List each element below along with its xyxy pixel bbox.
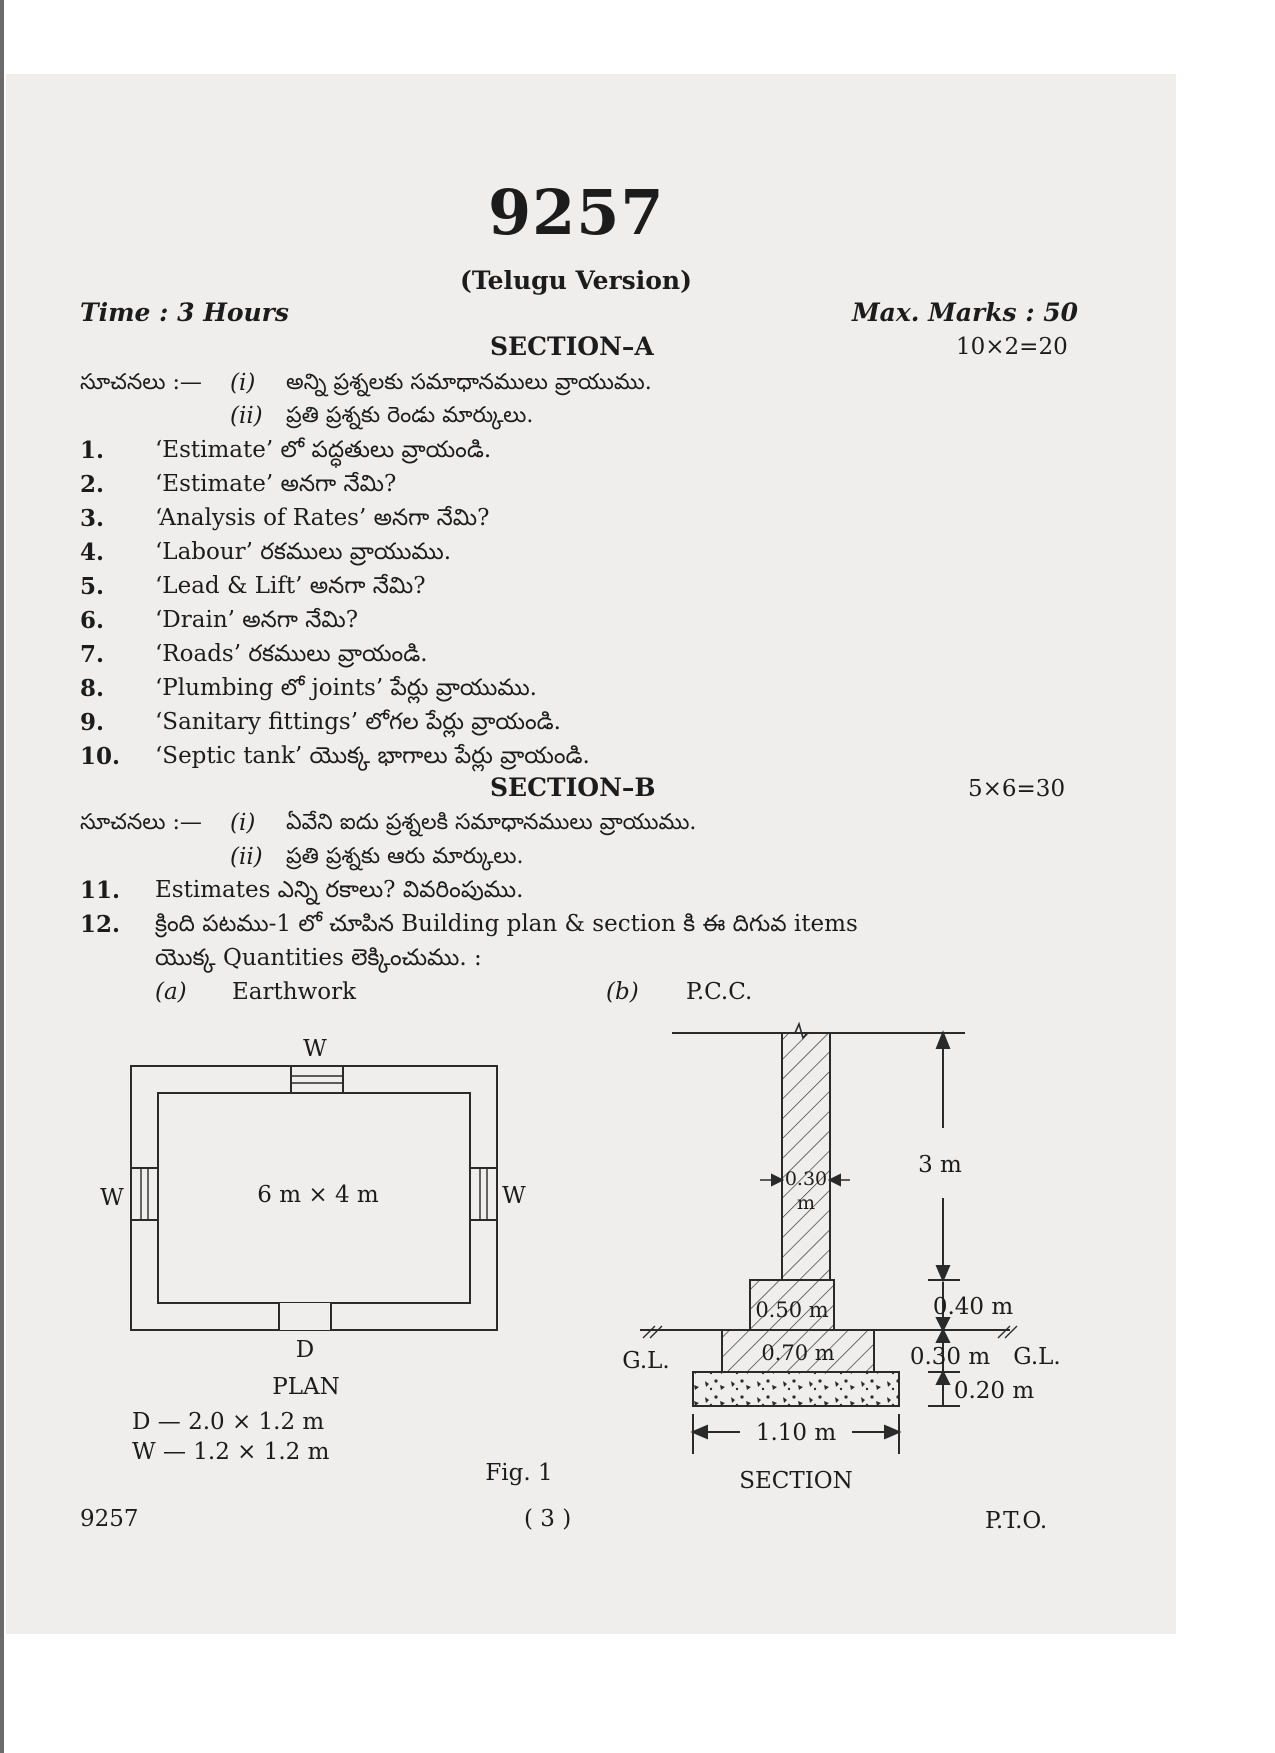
question-text: క్రింది పటము-1 లో చూపిన Building plan & section కి ఈ దిగువ items xyxy=(155,911,858,937)
section-b-instruction-num: (i) xyxy=(230,810,256,836)
question-number: 5. xyxy=(80,573,105,600)
section-a-title: SECTION–A xyxy=(490,332,654,361)
section-b-title: SECTION–B xyxy=(490,773,656,802)
page-number: ( 3 ) xyxy=(524,1506,572,1532)
question-number: 8. xyxy=(80,675,105,702)
door-opening-symbol xyxy=(279,1303,331,1330)
section-a-instruction-text: ప్రతి ప్రశ్నకు రెండు మార్కులు. xyxy=(286,403,534,428)
question-text: ‘Roads’ రకములు వ్రాయండి. xyxy=(155,641,428,667)
question-number: 1. xyxy=(80,437,105,464)
plan-right-window-label: W xyxy=(502,1183,526,1209)
paper-code: 9257 xyxy=(488,176,665,249)
section-a-instruction-text: అన్ని ప్రశ్నలకు సమాధానములు వ్రాయుము. xyxy=(286,370,652,395)
plan-room-size: 6 m × 4 m xyxy=(257,1182,379,1208)
section-b-instruction-label: సూచనలు :— xyxy=(80,810,202,835)
question-text: యొక్క Quantities లెక్కించుము. : xyxy=(155,945,482,971)
sub-item-text: Earthwork xyxy=(232,979,357,1005)
sub-item-label: (a) xyxy=(155,979,187,1005)
max-marks-label: Max. Marks : 50 xyxy=(852,298,1079,327)
section-footing-2-height: 0.30 m xyxy=(909,1344,991,1370)
plan-top-window-label: W xyxy=(303,1036,327,1062)
top-window-symbol xyxy=(291,1066,343,1093)
section-b-instruction-num: (ii) xyxy=(230,844,263,870)
section-b-instruction-text: ఏవేని ఐదు ప్రశ్నలకి సమాధానములు వ్రాయుము. xyxy=(286,810,697,835)
plan-legend-door: D — 2.0 × 1.2 m xyxy=(132,1409,325,1435)
section-ground-label-right: G.L. xyxy=(1013,1344,1061,1370)
left-window-symbol xyxy=(131,1168,158,1220)
sub-item-label: (b) xyxy=(606,979,639,1005)
section-pcc-height: 0.20 m xyxy=(953,1378,1035,1404)
section-b-marks: 5×6=30 xyxy=(968,776,1066,802)
time-label: Time : 3 Hours xyxy=(80,298,289,327)
right-window-symbol xyxy=(470,1168,497,1220)
question-number: 2. xyxy=(80,471,105,498)
question-text: ‘Plumbing లో joints’ పేర్లు వ్రాయుము. xyxy=(155,675,537,701)
section-pcc-bed xyxy=(693,1372,899,1406)
question-text: ‘Lead & Lift’ అనగా నేమి? xyxy=(155,573,426,599)
section-a-instruction-num: (i) xyxy=(230,370,256,396)
question-text: ‘Estimate’ లో పద్ధతులు వ్రాయండి. xyxy=(155,437,492,463)
plan-door-label: D xyxy=(295,1337,315,1363)
section-height-label: 3 m xyxy=(918,1152,962,1178)
section-a-instruction-label: సూచనలు :— xyxy=(80,370,202,395)
question-text: Estimates ఎన్ని రకాలు? వివరింపుము. xyxy=(155,877,524,903)
question-number: 6. xyxy=(80,607,105,634)
question-number: 12. xyxy=(80,911,121,938)
section-pcc-width: 1.10 m xyxy=(755,1420,837,1446)
section-footing-1-width: 0.50 m xyxy=(755,1298,829,1322)
plan-legend-window: W — 1.2 × 1.2 m xyxy=(132,1439,330,1465)
sub-item-text: P.C.C. xyxy=(686,979,753,1005)
question-number: 9. xyxy=(80,709,105,736)
section-a-marks: 10×2=20 xyxy=(956,334,1068,360)
footer-code: 9257 xyxy=(80,1506,139,1532)
plan-caption: PLAN xyxy=(272,1374,340,1400)
section-b-instruction-text: ప్రతి ప్రశ్నకు ఆరు మార్కులు. xyxy=(286,844,524,869)
section-wall-thickness: 0.30 xyxy=(784,1168,828,1190)
section-footing-2-width: 0.70 m xyxy=(761,1341,835,1365)
question-text: ‘Sanitary fittings’ లోగల పేర్లు వ్రాయండి. xyxy=(155,709,561,735)
question-number: 11. xyxy=(80,877,121,904)
question-number: 3. xyxy=(80,505,105,532)
question-text: ‘Labour’ రకములు వ్రాయుము. xyxy=(155,539,452,565)
question-text: ‘Analysis of Rates’ అనగా నేమి? xyxy=(155,505,490,531)
question-number: 10. xyxy=(80,743,121,770)
question-text: ‘Estimate’ అనగా నేమి? xyxy=(155,471,397,497)
pto-label: P.T.O. xyxy=(985,1508,1048,1534)
plan-left-window-label: W xyxy=(100,1185,124,1211)
section-caption: SECTION xyxy=(739,1468,853,1494)
question-number: 4. xyxy=(80,539,105,566)
version-label: (Telugu Version) xyxy=(460,266,692,295)
section-footing-1-height: 0.40 m xyxy=(932,1294,1014,1320)
section-ground-label-left: G.L. xyxy=(622,1348,670,1374)
section-a-instruction-num: (ii) xyxy=(230,403,263,429)
question-number: 7. xyxy=(80,641,105,668)
question-text: ‘Drain’ అనగా నేమి? xyxy=(155,607,359,633)
figure-caption: Fig. 1 xyxy=(485,1460,553,1486)
section-wall-thickness-unit: m xyxy=(796,1192,816,1214)
question-text: ‘Septic tank’ యొక్క భాగాలు పేర్లు వ్రాయండి. xyxy=(155,743,590,769)
section-wall xyxy=(782,1033,830,1280)
